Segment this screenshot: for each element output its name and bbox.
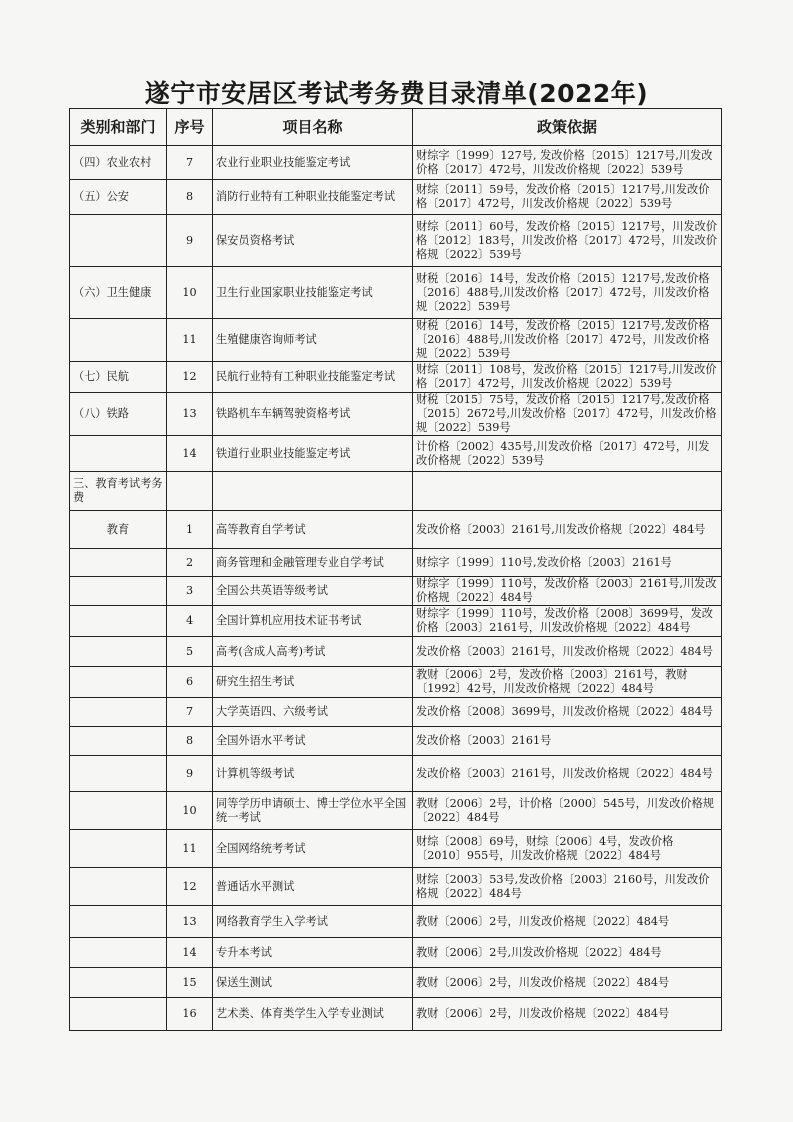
category-cell [70, 215, 167, 267]
item-name-cell: 民航行业特有工种职业技能鉴定考试 [213, 362, 413, 393]
seq-cell: 1 [167, 511, 213, 549]
seq-cell: 10 [167, 792, 213, 830]
seq-cell: 12 [167, 362, 213, 393]
policy-basis-cell: 教财〔2006〕2号，川发改价格规〔2022〕484号 [413, 998, 722, 1031]
page-title: 遂宁市安居区考试考务费目录清单(2022年) [144, 79, 649, 108]
item-name-cell: 艺术类、体育类学生入学专业测试 [213, 998, 413, 1031]
table-row [70, 830, 722, 868]
policy-basis-cell: 财综〔2011〕108号，发改价格〔2015〕1217号,川发改价格〔2017〕472号，川发改价格规〔2022〕539号 [413, 362, 722, 393]
policy-basis-cell: 教财〔2006〕2号,川发改价格规〔2022〕484号 [413, 938, 722, 968]
table-row [70, 792, 722, 830]
policy-basis-cell: 财税〔2016〕14号，发改价格〔2015〕1217号,发改价格〔2016〕488号,川发改价格〔2017〕472号，川发改价格规〔2022〕539号 [413, 319, 722, 362]
category-cell [70, 968, 167, 998]
category-cell [70, 906, 167, 938]
policy-basis-cell: 发改价格〔2008〕3699号，川发改价格规〔2022〕484号 [413, 698, 722, 727]
seq-cell: 9 [167, 756, 213, 792]
seq-cell: 2 [167, 549, 213, 577]
seq-cell: 6 [167, 667, 213, 698]
policy-basis-cell: 财综字〔1999〕110号，发改价格〔2008〕3699号，发改价格〔2003〕2161号，川发改价格规〔2022〕484号 [413, 606, 722, 637]
policy-basis-cell: 教财〔2006〕2号，计价格〔2000〕545号，川发改价格规〔2022〕484号 [413, 792, 722, 830]
item-name-cell: 同等学历申请硕士、博士学位水平全国统一考试 [213, 792, 413, 830]
seq-cell: 7 [167, 146, 213, 180]
item-name-cell: 保安员资格考试 [213, 215, 413, 267]
table-row [70, 906, 722, 938]
category-cell [70, 756, 167, 792]
category-cell: （八）铁路 [70, 393, 167, 436]
table-row [70, 146, 722, 180]
table-row [70, 968, 722, 998]
item-name-cell: 保送生测试 [213, 968, 413, 998]
item-name-cell: 研究生招生考试 [213, 667, 413, 698]
seq-cell: 13 [167, 393, 213, 436]
item-name-cell: 全国公共英语等级考试 [213, 577, 413, 606]
seq-cell: 12 [167, 868, 213, 906]
seq-cell: 14 [167, 938, 213, 968]
category-cell [70, 938, 167, 968]
header-basis: 政策依据 [413, 109, 722, 146]
category-cell [70, 830, 167, 868]
table-header-row [70, 109, 722, 146]
category-cell [70, 637, 167, 667]
item-name-cell: 农业行业职业技能鉴定考试 [213, 146, 413, 180]
item-name-cell: 全国计算机应用技术证书考试 [213, 606, 413, 637]
item-name-cell [213, 472, 413, 511]
category-cell: （七）民航 [70, 362, 167, 393]
table-row [70, 215, 722, 267]
table-row [70, 267, 722, 319]
item-name-cell: 普通话水平测试 [213, 868, 413, 906]
category-cell: （四）农业农村 [70, 146, 167, 180]
seq-cell: 10 [167, 267, 213, 319]
item-name-cell: 高等教育自学考试 [213, 511, 413, 549]
table-row [70, 319, 722, 362]
item-name-cell: 生殖健康咨询师考试 [213, 319, 413, 362]
item-name-cell: 大学英语四、六级考试 [213, 698, 413, 727]
seq-cell: 11 [167, 830, 213, 868]
seq-cell: 5 [167, 637, 213, 667]
category-cell [70, 698, 167, 727]
header-seq: 序号 [167, 109, 213, 146]
item-name-cell: 卫生行业国家职业技能鉴定考试 [213, 267, 413, 319]
item-name-cell: 铁道行业职业技能鉴定考试 [213, 436, 413, 472]
category-cell [70, 436, 167, 472]
table-row [70, 472, 722, 511]
category-cell [70, 577, 167, 606]
category-cell: （五）公安 [70, 180, 167, 215]
category-cell: （六）卫生健康 [70, 267, 167, 319]
seq-cell: 15 [167, 968, 213, 998]
category-cell: 教育 [70, 511, 167, 549]
seq-cell: 9 [167, 215, 213, 267]
item-name-cell: 网络教育学生入学考试 [213, 906, 413, 938]
category-cell [70, 792, 167, 830]
policy-basis-cell: 财税〔2015〕75号，发改价格〔2015〕1217号,发改价格〔2015〕2672号,川发改价格〔2017〕472号，川发改价格规〔2022〕539号 [413, 393, 722, 436]
item-name-cell: 消防行业特有工种职业技能鉴定考试 [213, 180, 413, 215]
policy-basis-cell: 财综字〔1999〕110号,发改价格〔2003〕2161号 [413, 549, 722, 577]
table-row [70, 727, 722, 756]
item-name-cell: 全国外语水平考试 [213, 727, 413, 756]
policy-basis-cell: 财综〔2003〕53号,发改价格〔2003〕2160号，川发改价格规〔2022〕484号 [413, 868, 722, 906]
fee-catalog-table [69, 108, 722, 1031]
header-category: 类别和部门 [70, 109, 167, 146]
policy-basis-cell: 财综〔2011〕59号，发改价格〔2015〕1217号,川发改价格〔2017〕472号，川发改价格规〔2022〕539号 [413, 180, 722, 215]
category-cell [70, 868, 167, 906]
table-row [70, 180, 722, 215]
policy-basis-cell: 财税〔2016〕14号，发改价格〔2015〕1217号,发改价格〔2016〕488号,川发改价格〔2017〕472号，川发改价格规〔2022〕539号 [413, 267, 722, 319]
seq-cell: 13 [167, 906, 213, 938]
policy-basis-cell: 教财〔2006〕2号，川发改价格规〔2022〕484号 [413, 968, 722, 998]
item-name-cell: 计算机等级考试 [213, 756, 413, 792]
table-row [70, 436, 722, 472]
seq-cell: 3 [167, 577, 213, 606]
table-row [70, 698, 722, 727]
policy-basis-cell: 发改价格〔2003〕2161号，川发改价格规〔2022〕484号 [413, 756, 722, 792]
policy-basis-cell: 财综字〔1999〕110号，发改价格〔2003〕2161号,川发改价格规〔2022〕484号 [413, 577, 722, 606]
table-row [70, 511, 722, 549]
policy-basis-cell: 发改价格〔2003〕2161号,川发改价格规〔2022〕484号 [413, 511, 722, 549]
seq-cell: 16 [167, 998, 213, 1031]
table-row [70, 998, 722, 1031]
seq-cell: 11 [167, 319, 213, 362]
category-cell: 三、教育考试考务费 [70, 472, 167, 511]
seq-cell: 4 [167, 606, 213, 637]
table-row [70, 667, 722, 698]
category-cell [70, 319, 167, 362]
category-cell [70, 667, 167, 698]
policy-basis-cell: 发改价格〔2003〕2161号 [413, 727, 722, 756]
seq-cell: 8 [167, 727, 213, 756]
seq-cell: 8 [167, 180, 213, 215]
table-row [70, 577, 722, 606]
item-name-cell: 高考(含成人高考)考试 [213, 637, 413, 667]
policy-basis-cell: 教财〔2006〕2号，发改价格〔2003〕2161号，教财〔1992〕42号，川发改价格规〔2022〕484号 [413, 667, 722, 698]
policy-basis-cell: 计价格〔2002〕435号,川发改价格〔2017〕472号，川发改价格规〔2022〕539号 [413, 436, 722, 472]
policy-basis-cell: 财综〔2011〕60号，发改价格〔2015〕1217号，川发改价格〔2012〕183号，川发改价格〔2017〕472号，川发改价格规〔2022〕539号 [413, 215, 722, 267]
category-cell [70, 549, 167, 577]
category-cell [70, 998, 167, 1031]
table-row [70, 938, 722, 968]
policy-basis-cell: 财综〔2008〕69号，财综〔2006〕4号，发改价格〔2010〕955号，川发改价格规〔2022〕484号 [413, 830, 722, 868]
seq-cell: 7 [167, 698, 213, 727]
header-name: 项目名称 [213, 109, 413, 146]
policy-basis-cell [413, 472, 722, 511]
table-row [70, 549, 722, 577]
item-name-cell: 铁路机车车辆驾驶资格考试 [213, 393, 413, 436]
seq-cell [167, 472, 213, 511]
table-row [70, 393, 722, 436]
table-row [70, 637, 722, 667]
seq-cell: 14 [167, 436, 213, 472]
table-row [70, 606, 722, 637]
table-row [70, 756, 722, 792]
category-cell [70, 727, 167, 756]
table-row [70, 868, 722, 906]
policy-basis-cell: 财综字〔1999〕127号, 发改价格〔2015〕1217号,川发改价格〔2017〕472号，川发改价格规〔2022〕539号 [413, 146, 722, 180]
policy-basis-cell: 教财〔2006〕2号，川发改价格规〔2022〕484号 [413, 906, 722, 938]
item-name-cell: 商务管理和金融管理专业自学考试 [213, 549, 413, 577]
table-row [70, 362, 722, 393]
category-cell [70, 606, 167, 637]
item-name-cell: 全国网络统考考试 [213, 830, 413, 868]
item-name-cell: 专升本考试 [213, 938, 413, 968]
policy-basis-cell: 发改价格〔2003〕2161号，川发改价格规〔2022〕484号 [413, 637, 722, 667]
